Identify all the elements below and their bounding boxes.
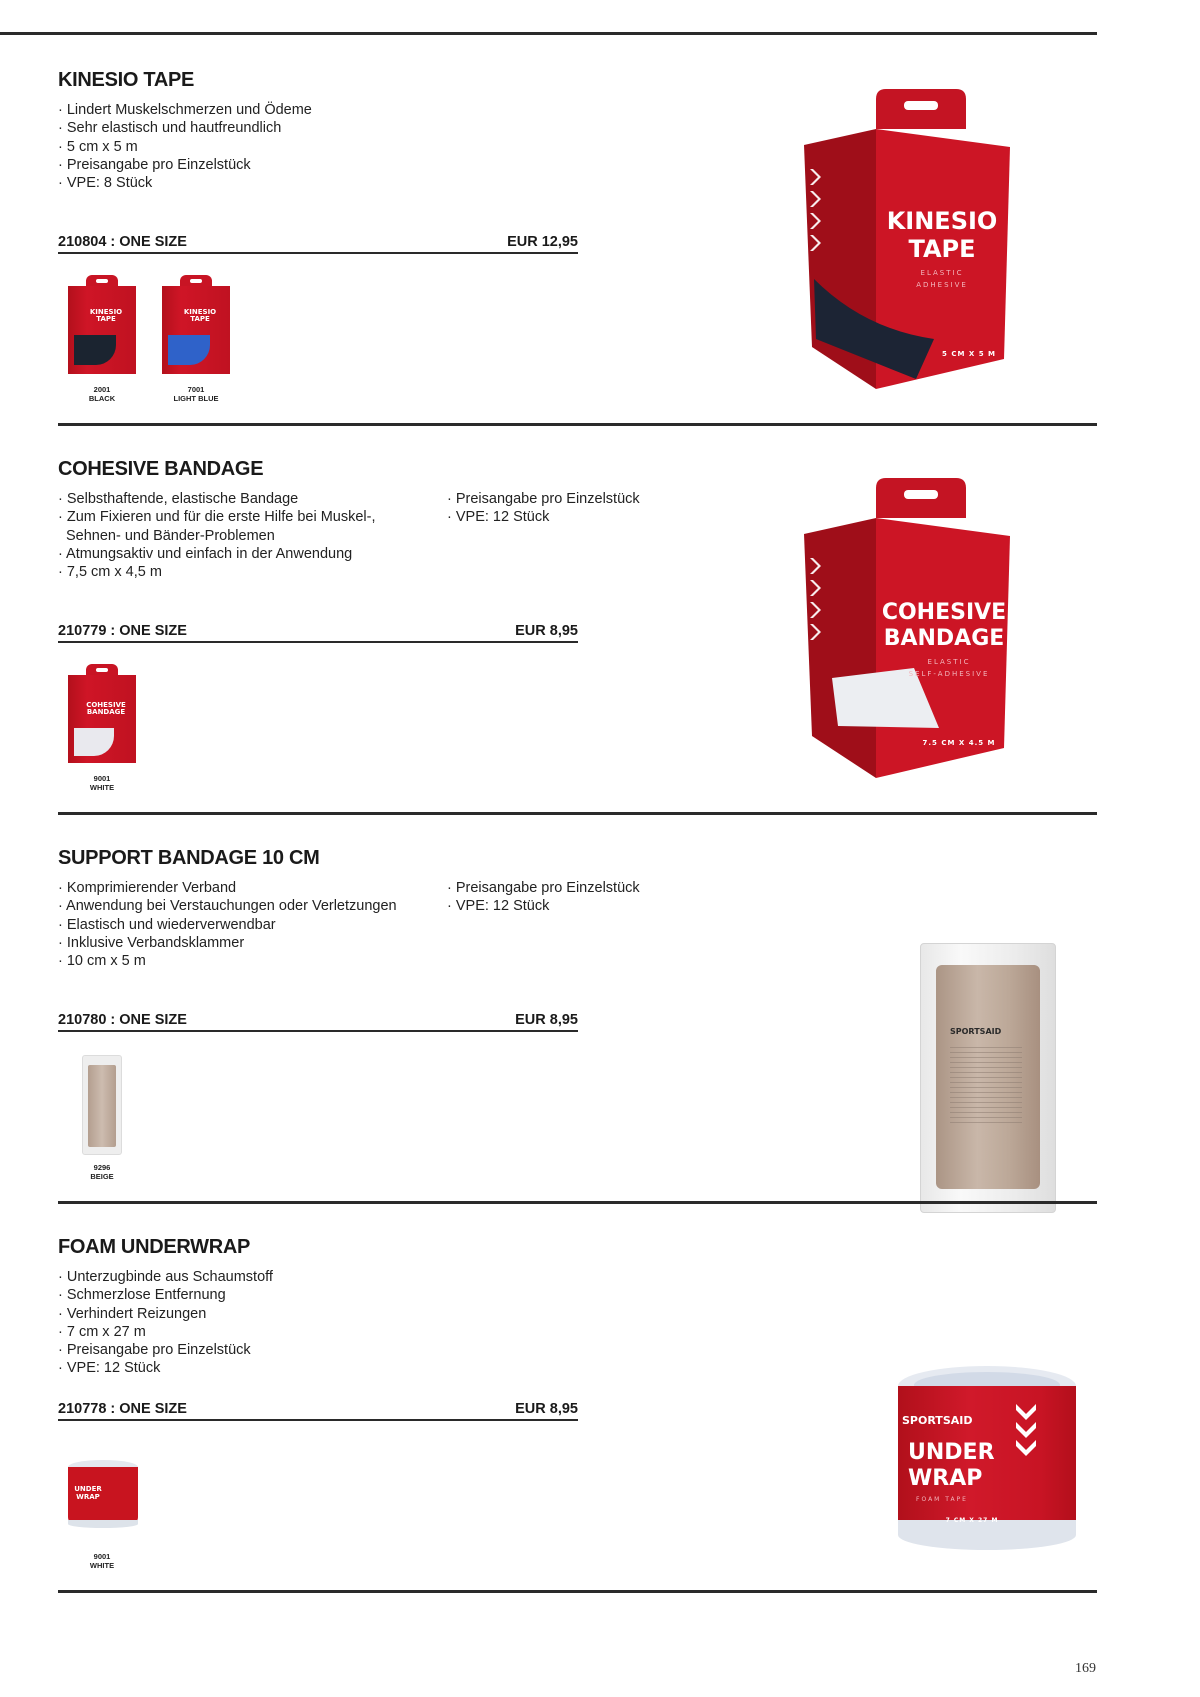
swatch-name: BLACK bbox=[88, 394, 116, 403]
feature-item: · Preisangabe pro Einzelstück bbox=[58, 156, 251, 173]
product-image bbox=[804, 867, 1092, 1167]
product-support-bandage bbox=[58, 813, 1097, 1201]
feature-list bbox=[58, 101, 398, 192]
product-thumbnail bbox=[64, 1442, 140, 1546]
hero-brand: SPORTSAID bbox=[950, 1027, 1002, 1036]
feature-item: · VPE: 12 Stück bbox=[447, 898, 550, 915]
color-swatches bbox=[64, 275, 234, 403]
swatch-name: BEIGE bbox=[90, 1172, 114, 1181]
section-divider bbox=[58, 1590, 1097, 1593]
color-swatches bbox=[64, 1442, 140, 1570]
product-title: COHESIVE BANDAGE bbox=[58, 458, 264, 480]
product-thumbnail bbox=[64, 664, 140, 768]
feature-item: · 7,5 cm x 4,5 m bbox=[58, 564, 162, 581]
hero-sub-line2: SELF-ADHESIVE bbox=[908, 670, 990, 678]
product-foam-underwrap bbox=[58, 1202, 1097, 1590]
product-kinesio-tape bbox=[58, 35, 1097, 423]
feature-item: · VPE: 12 Stück bbox=[58, 1360, 161, 1377]
product-title: KINESIO TAPE bbox=[58, 69, 195, 91]
feature-item: · Elastisch und wiederverwendbar bbox=[58, 916, 276, 933]
price: EUR 12,95 bbox=[507, 234, 578, 250]
product-image bbox=[804, 478, 1092, 778]
color-swatches bbox=[64, 1053, 140, 1181]
hero-label-line1: COHESIVE bbox=[881, 600, 1007, 625]
sku-size: 210804 : ONE SIZE bbox=[58, 234, 187, 250]
feature-item: · Sehr elastisch und hautfreundlich bbox=[58, 120, 282, 137]
hero-size: 7 CM X 27 M bbox=[945, 1517, 999, 1524]
feature-item: · Inklusive Verbandsklammer bbox=[58, 934, 245, 951]
feature-item: · 10 cm x 5 m bbox=[58, 953, 146, 970]
hero-label-line2: WRAP bbox=[908, 1466, 983, 1491]
hero-sub-line1: FOAM TAPE bbox=[916, 1496, 968, 1503]
thumbnail-label: UNDER WRAP bbox=[74, 1485, 102, 1501]
price: EUR 8,95 bbox=[515, 1012, 578, 1028]
product-title: SUPPORT BANDAGE 10 CM bbox=[58, 847, 320, 869]
color-swatch[interactable] bbox=[158, 275, 234, 403]
hero-size: 5 CM X 5 M bbox=[942, 350, 996, 358]
thumbnail-label: KINESIO TAPE bbox=[89, 308, 123, 323]
swatch-code: 2001 bbox=[93, 385, 111, 394]
swatch-code: 9296 bbox=[93, 1163, 111, 1172]
product-thumbnail bbox=[64, 1053, 140, 1157]
hero-label-line2: TAPE bbox=[908, 235, 976, 263]
product-thumbnail bbox=[64, 275, 140, 379]
price-line bbox=[58, 234, 578, 254]
hero-size: 7.5 CM X 4.5 M bbox=[922, 739, 996, 747]
swatch-code: 9001 bbox=[93, 774, 111, 783]
color-swatch[interactable] bbox=[64, 1053, 140, 1181]
thumbnail-label: COHESIVE BANDAGE bbox=[86, 701, 126, 716]
feature-item: · Preisangabe pro Einzelstück bbox=[58, 1342, 251, 1359]
feature-list bbox=[58, 490, 398, 581]
price-line bbox=[58, 623, 578, 643]
feature-item: · Atmungsaktiv und einfach in der Anwendung bbox=[58, 545, 353, 562]
swatch-code: 7001 bbox=[187, 385, 205, 394]
feature-item: · Zum Fixieren und für die erste Hilfe bei Muskel-, Sehnen- und Bänder-Problemen bbox=[58, 509, 376, 544]
feature-item: · Komprimierender Verband bbox=[58, 880, 237, 896]
page-number: 169 bbox=[1075, 1661, 1096, 1676]
feature-item: · VPE: 12 Stück bbox=[447, 509, 550, 526]
feature-item: · Preisangabe pro Einzelstück bbox=[447, 491, 640, 507]
color-swatch[interactable] bbox=[64, 664, 140, 792]
feature-item: · Verhindert Reizungen bbox=[58, 1305, 207, 1322]
feature-item: · Lindert Muskelschmerzen und Ödeme bbox=[58, 102, 312, 118]
product-image bbox=[804, 89, 1092, 389]
feature-list bbox=[58, 1268, 398, 1378]
hero-label-line1: UNDER bbox=[908, 1440, 995, 1465]
feature-item: · Schmerzlose Entfernung bbox=[58, 1287, 226, 1304]
hero-label-line2: BANDAGE bbox=[883, 626, 1005, 651]
hero-sub-line1: ELASTIC bbox=[920, 269, 964, 277]
swatch-name: LIGHT BLUE bbox=[173, 394, 219, 403]
price: EUR 8,95 bbox=[515, 1401, 578, 1417]
feature-list-secondary bbox=[447, 879, 707, 916]
swatch-name: WHITE bbox=[89, 1561, 115, 1570]
feature-item: · Preisangabe pro Einzelstück bbox=[447, 880, 640, 896]
color-swatches bbox=[64, 664, 140, 792]
hero-brand: SPORTSAID bbox=[902, 1414, 973, 1427]
hero-sub-line2: ADHESIVE bbox=[916, 281, 968, 289]
feature-list-secondary bbox=[447, 490, 707, 527]
sku-size: 210779 : ONE SIZE bbox=[58, 623, 187, 639]
swatch-name: WHITE bbox=[89, 783, 115, 792]
color-swatch[interactable] bbox=[64, 275, 140, 403]
product-image bbox=[804, 1256, 1092, 1556]
hero-sub-line1: ELASTIC bbox=[927, 658, 971, 666]
feature-item: · Selbsthaftende, elastische Bandage bbox=[58, 491, 299, 507]
thumbnail-label: KINESIO TAPE bbox=[183, 308, 217, 323]
price: EUR 8,95 bbox=[515, 623, 578, 639]
price-line bbox=[58, 1401, 578, 1421]
swatch-code: 9001 bbox=[93, 1552, 111, 1561]
price-line bbox=[58, 1012, 578, 1032]
sku-size: 210778 : ONE SIZE bbox=[58, 1401, 187, 1417]
color-swatch[interactable] bbox=[64, 1442, 140, 1570]
product-cohesive-bandage bbox=[58, 424, 1097, 812]
feature-item: · VPE: 8 Stück bbox=[58, 175, 153, 192]
feature-list bbox=[58, 879, 398, 970]
feature-item: · Anwendung bei Verstauchungen oder Verletzungen bbox=[58, 898, 397, 915]
hero-label-line1: KINESIO bbox=[886, 207, 998, 235]
feature-item: · 7 cm x 27 m bbox=[58, 1323, 146, 1340]
feature-item: · 5 cm x 5 m bbox=[58, 138, 138, 155]
sku-size: 210780 : ONE SIZE bbox=[58, 1012, 187, 1028]
feature-item: · Unterzugbinde aus Schaumstoff bbox=[58, 1269, 273, 1285]
product-thumbnail bbox=[158, 275, 234, 379]
product-title: FOAM UNDERWRAP bbox=[58, 1236, 251, 1258]
